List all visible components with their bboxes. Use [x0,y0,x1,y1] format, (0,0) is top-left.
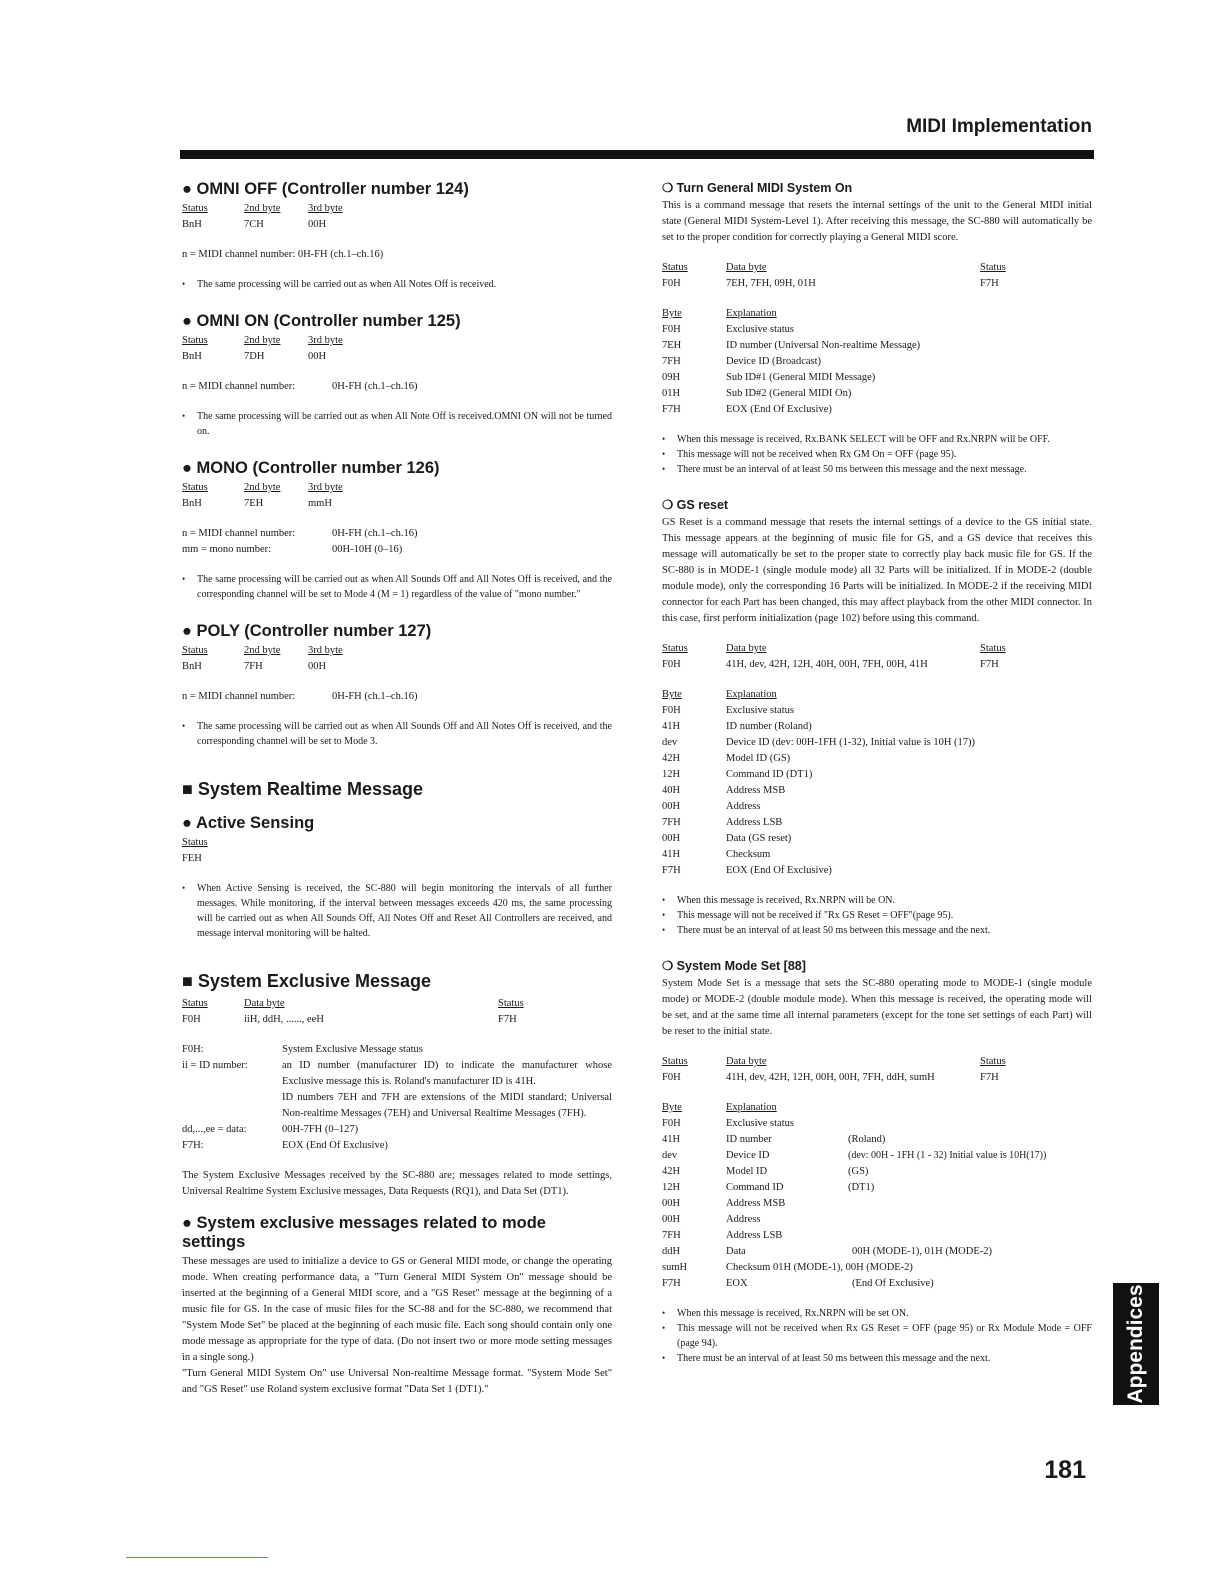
omni-on-bullet: • The same processing will be carried out as when All Note Off is received.OMNI ON will not be turned on. [182,409,612,439]
explanation-cell: Address MSB [726,785,786,796]
omni-off-table [182,201,612,233]
detail-cell: (GS) [848,1166,869,1177]
explanation-cell: Model ID [726,1166,768,1177]
byte-cell: 00H [662,801,681,812]
footer-line [126,1557,268,1558]
def-key: dd,...,ee = data: [182,1124,247,1135]
cell: 00H [308,351,327,362]
def-value: 00H-7FH (0–127) [282,1124,359,1135]
col-status-end: Status [980,643,1006,654]
cell: BnH [182,498,202,509]
gm-on-para: This is a command message that resets the internal settings of the unit to the General MIDI initial state (General MIDI System-Level 1). After receiving this message, the SC-880 will automatically be set to the proper condition for correctly playing a General MIDI score. [662,200,1092,243]
explanation-cell: Exclusive status [726,1118,794,1129]
detail-cell: (dev: 00H - 1FH (1 - 32) Initial value is 10H(17)) [848,1150,1047,1161]
gs-reset-title: ❍ GS reset [662,498,729,512]
gm-on-bullet: • This message will not be received when Rx GM On = OFF (page 95). [662,447,1092,462]
omni-on-title: ● OMNI ON (Controller number 125) [182,312,461,330]
cell: F7H [980,659,999,670]
explanation-cell: Address LSB [726,817,783,828]
mono-bullet: • The same processing will be carried out as when All Sounds Off and All Notes Off is received, and the corresponding channel will be set to Mode 4 (M = 1) regardless of the value of "mono number." [182,572,612,602]
col-2nd-byte: 2nd byte [244,203,281,214]
byte-cell: 00H [662,833,681,844]
gm-on-bullet: • There must be an interval of at least 50 ms between this message and the next message. [662,462,1092,477]
col-explanation: Explanation [726,1102,777,1113]
cell: F7H [980,278,999,289]
explanation-cell: Sub ID#2 (General MIDI On) [726,388,852,399]
cell: F0H [662,278,681,289]
def-key: F0H: [182,1044,204,1055]
detail-cell: (DT1) [848,1182,875,1193]
col-explanation: Explanation [726,308,777,319]
byte-cell: F0H [662,1118,681,1129]
gs-reset-bytes [662,687,1092,879]
byte-cell: 41H [662,849,681,860]
detail-cell: (Roland) [848,1134,886,1145]
mono-title: ● MONO (Controller number 126) [182,459,440,477]
mode-settings-title: ● System exclusive messages related to mode settings [182,1214,546,1251]
cell: F0H [662,659,681,670]
col-3rd-byte: 3rd byte [308,203,343,214]
note-label: mm = mono number: [182,544,272,555]
omni-off-bullet: • The same processing will be carried out as when All Notes Off is received. [182,277,612,292]
poly-title: ● POLY (Controller number 127) [182,622,432,640]
detail-cell [848,1260,1092,1276]
col-data-byte: Data byte [726,1056,767,1067]
def-value: an ID number (manufacturer ID) to indicate the manufacturer whose Exclusive message this is. Roland's manufacturer ID is 41H. [282,1060,612,1087]
explanation-cell: Data (GS reset) [726,833,792,844]
byte-cell: 7FH [662,356,681,367]
explanation-cell: Exclusive status [726,705,794,716]
explanation-cell: ID number (Roland) [726,721,812,732]
poly-note [182,689,612,705]
byte-cell: ddH [662,1246,681,1257]
cell: F7H [498,1014,517,1025]
gm-on-bytes [662,306,1092,418]
byte-cell: 00H [662,1198,681,1209]
byte-cell: 40H [662,785,681,796]
byte-cell: 42H [662,753,681,764]
detail-cell [848,1212,1092,1228]
cell: 41H, dev, 42H, 12H, 00H, 00H, 7FH, ddH, sumH [726,1072,935,1083]
byte-cell: dev [662,1150,678,1161]
explanation-cell: ID number [726,1134,772,1145]
cell: 7EH [244,498,264,509]
sys-exclusive-table [182,996,612,1028]
note-label: n = MIDI channel number: [182,381,296,392]
col-3rd-byte: 3rd byte [308,482,343,493]
explanation-cell: Checksum [726,849,771,860]
gm-on-title: ❍ Turn General MIDI System On [662,181,853,195]
explanation-cell: Device ID (dev: 00H-1FH (1-32), Initial value is 10H (17)) [726,737,976,748]
detail-cell: (End Of Exclusive) [852,1278,934,1289]
explanation-cell: Checksum 01H (MODE-1), 00H (MODE-2) [726,1262,913,1273]
explanation-cell: Address LSB [726,1230,783,1241]
byte-cell: 7FH [662,817,681,828]
byte-cell: F7H [662,404,681,415]
col-3rd-byte: 3rd byte [308,335,343,346]
explanation-cell: Sub ID#1 (General MIDI Message) [726,372,876,383]
byte-cell: 01H [662,388,681,399]
byte-cell: sumH [662,1262,688,1273]
note-value: 00H-10H (0–16) [332,544,403,555]
explanation-cell: Command ID (DT1) [726,769,813,780]
omni-off-title: ● OMNI OFF (Controller number 124) [182,180,469,198]
page-header-title: MIDI Implementation [906,116,1092,137]
active-status-label: Status [182,837,208,848]
cell: iiH, ddH, ......, eeH [244,1014,324,1025]
gs-reset-bullet: • This message will not be received if "Rx GS Reset = OFF"(page 95). [662,908,1092,923]
def-key: F7H: [182,1140,204,1151]
cell: F7H [980,1072,999,1083]
mode-set-bullet: • This message will not be received when Rx GS Reset = OFF (page 95) or Rx Module Mode = OFF (page 94). [662,1321,1092,1351]
cell: 00H [308,219,327,230]
byte-cell: 00H [662,1214,681,1225]
detail-cell: 00H (MODE-1), 01H (MODE-2) [852,1246,992,1257]
left-column [182,180,612,1398]
def-key: ii = ID number: [182,1060,248,1071]
sys-exclusive-defs [182,1042,612,1154]
sys-exclusive-title: ■ System Exclusive Message [182,971,432,991]
mode-settings-para2: "Turn General MIDI System On" use Universal Non-realtime Message format. "System Mode Set" and "GS Reset" use Roland system exclusive format "Data Set 1 (DT1)." [182,1368,612,1395]
cell: 7FH [244,661,263,672]
mono-notes [182,526,612,558]
sys-exclusive-para: The System Exclusive Messages received by the SC-880 are; messages related to mode settings, Universal Realtime System Exclusive messages, Data Requests (RQ1), and Data Set (DT1). [182,1170,612,1197]
col-status-end: Status [980,1056,1006,1067]
cell: BnH [182,351,202,362]
note-value: 0H-FH (ch.1–ch.16) [332,691,418,702]
col-status: Status [182,645,208,656]
mode-set-table [662,1054,1092,1086]
right-column [662,180,1092,1366]
def-value: ID numbers 7EH and 7FH are extensions of the MIDI standard; Universal Non-realtime Messages (7EH) and Universal Realtime Messages (7FH). [282,1092,612,1119]
explanation-cell: EOX (End Of Exclusive) [726,404,832,415]
page-number: 181 [1044,1456,1086,1484]
note-label: n = MIDI channel number: [182,528,296,539]
explanation-cell: ID number (Universal Non-realtime Message) [726,340,921,351]
byte-cell: 7EH [662,340,682,351]
cell: 41H, dev, 42H, 12H, 40H, 00H, 7FH, 00H, 41H [726,659,928,670]
col-status: Status [662,643,688,654]
byte-cell: 41H [662,1134,681,1145]
note-label: n = MIDI channel number: [182,691,296,702]
mode-set-bullet: • There must be an interval of at least 50 ms between this message and the next. [662,1351,1092,1366]
cell: 7CH [244,219,264,230]
gs-reset-table [662,641,1092,673]
cell: F0H [662,1072,681,1083]
detail-cell [848,1228,1092,1244]
explanation-cell: Device ID (Broadcast) [726,356,822,367]
mode-set-title: ❍ System Mode Set [88] [662,959,806,973]
gm-on-table [662,260,1092,292]
mode-set-bytes [662,1100,1092,1292]
col-2nd-byte: 2nd byte [244,335,281,346]
sys-realtime-title: ■ System Realtime Message [182,779,423,799]
header-rule [180,150,1094,159]
col-data-byte: Data byte [726,643,767,654]
cell: mmH [308,498,332,509]
col-status: Status [182,335,208,346]
explanation-cell: Model ID (GS) [726,753,791,764]
gs-reset-para: GS Reset is a command message that resets the internal settings of a device to the GS initial state. This message appears at the beginning of music file for GS, and a GS device that receives this message will automatically be set to the proper state to correctly play back music file for GS. If the SC-880 is in MODE-1 (single module mode) all 32 Parts will be initialized. If in MODE-2 (double module mode), only the corresponding 16 Parts will be initialized. In MODE-2 if the receiving MIDI connector for each Part has been changed, this may affect playback from the other MIDI connector. In this case, first perform initialization (page 102) before using this command. [662,517,1092,624]
detail-cell [848,1116,1092,1132]
explanation-cell: EOX [726,1278,748,1289]
gs-reset-bullet: • When this message is received, Rx.NRPN will be ON. [662,893,1092,908]
cell: 7DH [244,351,265,362]
def-key [182,1090,282,1122]
cell: 7EH, 7FH, 09H, 01H [726,278,816,289]
col-status: Status [182,203,208,214]
poly-table [182,643,612,675]
mode-set-bullet: • When this message is received, Rx.NRPN will be set ON. [662,1306,1092,1321]
omni-on-note [182,379,612,395]
byte-cell: 12H [662,769,681,780]
explanation-cell: Address [726,801,761,812]
active-status-value: FEH [182,853,202,864]
explanation-cell: Address [726,1214,761,1225]
cell: BnH [182,661,202,672]
omni-on-table [182,333,612,365]
explanation-cell: EOX (End Of Exclusive) [726,865,832,876]
note-value: 0H-FH (ch.1–ch.16) [332,528,418,539]
byte-cell: 09H [662,372,681,383]
def-value: EOX (End Of Exclusive) [282,1140,388,1151]
byte-cell: F7H [662,865,681,876]
byte-cell: F0H [662,705,681,716]
byte-cell: F0H [662,324,681,335]
explanation-cell: Data [726,1246,746,1257]
col-3rd-byte: 3rd byte [308,645,343,656]
note-value: 0H-FH (ch.1–ch.16) [332,381,418,392]
omni-off-note: n = MIDI channel number: 0H-FH (ch.1–ch.16) [182,249,384,260]
cell: 00H [308,661,327,672]
col-byte: Byte [662,308,682,319]
gm-on-bullet: • When this message is received, Rx.BANK SELECT will be OFF and Rx.NRPN will be OFF. [662,432,1092,447]
byte-cell: 12H [662,1182,681,1193]
appendices-side-tab [1113,1283,1159,1405]
col-data-byte: Data byte [244,998,285,1009]
col-2nd-byte: 2nd byte [244,645,281,656]
byte-cell: 7FH [662,1230,681,1241]
byte-cell: dev [662,737,678,748]
col-explanation: Explanation [726,689,777,700]
mode-set-para: System Mode Set is a message that sets the SC-880 operating mode to MODE-1 (single module mode) or MODE-2 (double module mode). When this message is received, the operating mode will be set, and at the same time all internal parameters (except for the tone set settings of each Part) will be reset to the initial state. [662,978,1092,1037]
mono-table [182,480,612,512]
poly-bullet: • The same processing will be carried out as when All Sounds Off and All Notes Off is received, and the corresponding channel will be set to Mode 3. [182,719,612,749]
detail-cell [848,1196,1092,1212]
col-status-end: Status [980,262,1006,273]
col-2nd-byte: 2nd byte [244,482,281,493]
col-status: Status [662,1056,688,1067]
cell: BnH [182,219,202,230]
col-status: Status [662,262,688,273]
mode-settings-para1: These messages are used to initialize a device to GS or General MIDI mode, or change the operating mode. When creating performance data, a "Turn General MIDI System On" message should be inserted at the beginning of a General MIDI score, and a "GS Reset" message at the beginning of a music file for GS. In the case of music files for the SC-88 and for the SC-880, we recommend that "System Mode Set" be placed at the beginning of each music file. Each song should contain only one mode message as appropriate for the type of data. (Do not insert two or more mode setting messages in a single song.) [182,1256,612,1363]
col-data-byte: Data byte [726,262,767,273]
active-sensing-title: ● Active Sensing [182,814,315,832]
appendices-tab-label: Appendices [1124,1284,1147,1404]
col-byte: Byte [662,1102,682,1113]
def-value: System Exclusive Message status [282,1044,423,1055]
byte-cell: F7H [662,1278,681,1289]
gs-reset-bullet: • There must be an interval of at least 50 ms between this message and the next. [662,923,1092,938]
explanation-cell: Command ID [726,1182,784,1193]
col-status: Status [182,998,208,1009]
explanation-cell: Exclusive status [726,324,794,335]
active-sensing-bullet: • When Active Sensing is received, the SC-880 will begin monitoring the intervals of all further messages. While monitoring, if the interval between messages exceeds 420 ms, the same processing will be carried out as when All Sounds Off, All Notes Off and Reset All Controllers are received, and message interval monitoring will be halted. [182,881,612,941]
byte-cell: 41H [662,721,681,732]
byte-cell: 42H [662,1166,681,1177]
explanation-cell: Device ID [726,1150,770,1161]
col-status: Status [182,482,208,493]
explanation-cell: Address MSB [726,1198,786,1209]
cell: F0H [182,1014,201,1025]
col-status-end: Status [498,998,524,1009]
col-byte: Byte [662,689,682,700]
